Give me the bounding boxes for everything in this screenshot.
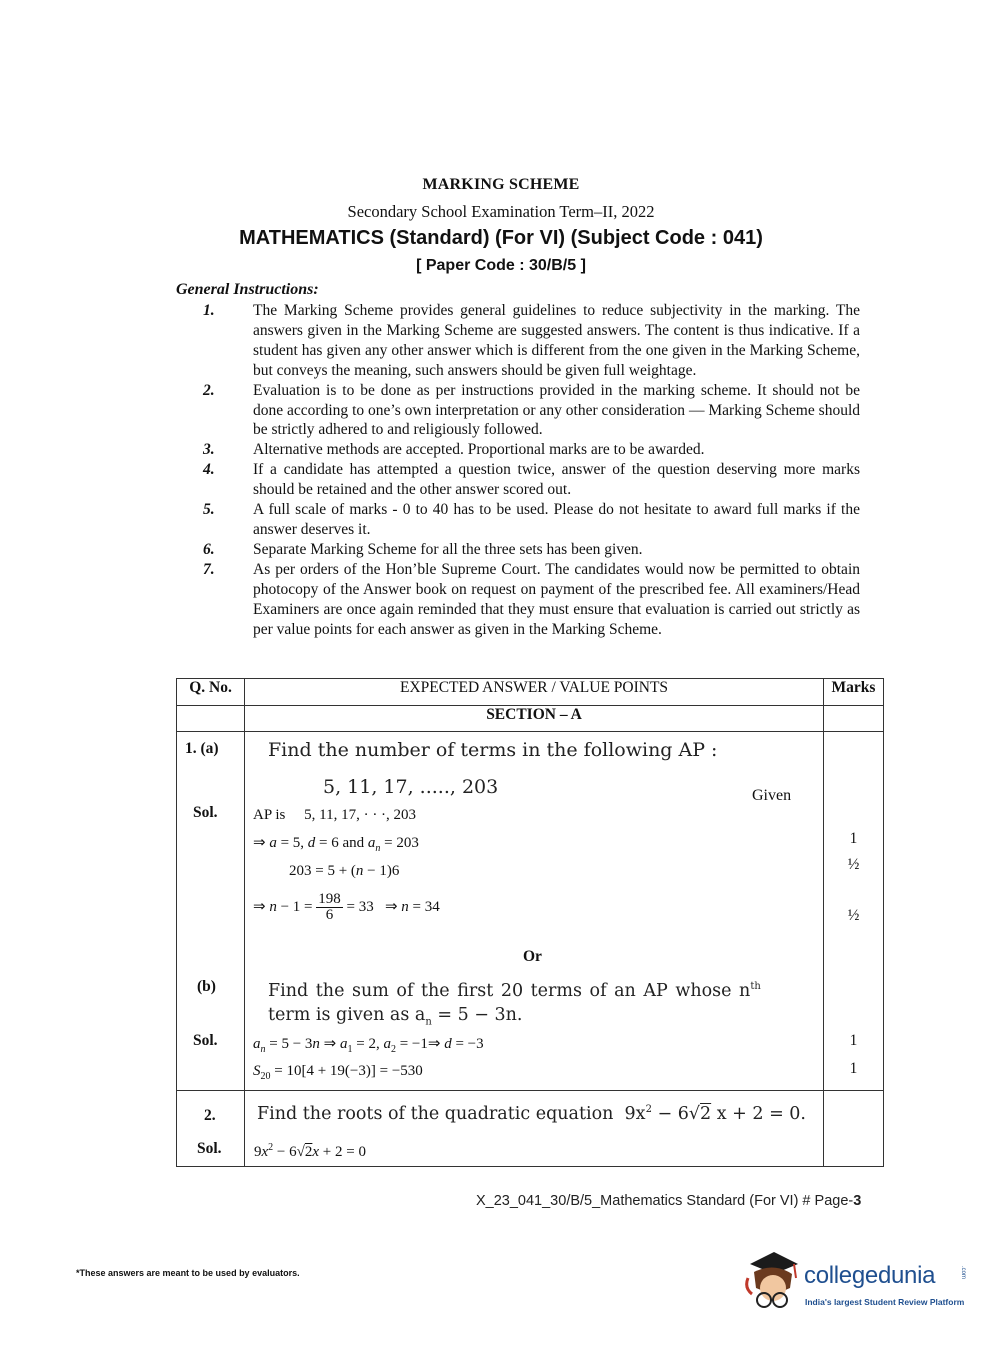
instruction-number: 4. — [203, 461, 215, 479]
q2-step1: $9x^2 - 6√2x + 2 = 0$ — [254, 1142, 366, 1160]
mark-q1a-3: ½ — [847, 907, 860, 924]
mascot-icon — [744, 1248, 802, 1310]
instruction-number: 2. — [203, 381, 215, 399]
evaluator-note: *These answers are meant to be used by evaluators. — [76, 1268, 300, 1278]
q1a-step2: 203 = 5 + (n − 1)6 — [289, 863, 400, 879]
q1b-label: (b) — [197, 978, 216, 995]
subject-title: MATHEMATICS (Standard) (For VI) (Subject Code : 041) — [239, 227, 763, 249]
qno-header: Q. No. — [177, 679, 245, 706]
instruction-item — [176, 460, 860, 500]
logo-wordmark: collegedunia — [804, 1262, 936, 1289]
answer-header: EXPECTED ANSWER / VALUE POINTS — [245, 679, 824, 706]
instruction-text: Evaluation is to be done as per instructions provided in the marking scheme. It should not be done according to one’s own interpretation or any other consideration — Marking Scheme should be strictly adhered to and religiously followed. — [253, 381, 860, 439]
instruction-item — [176, 301, 860, 381]
q1b-step1: $a_n = 5 - 3n$ ⇒ $a_1 = 2$, $a_2$ = −1⇒ d = −3 — [253, 1036, 484, 1055]
general-instructions-list — [176, 301, 860, 639]
instruction-item — [176, 540, 860, 560]
instruction-number: 1. — [203, 302, 215, 319]
q1a-step3: ⇒ n − 1 = $\frac{198}{6}$ = 33 ⇒ n = 34 — [253, 891, 440, 923]
instruction-number: 7. — [203, 560, 215, 578]
q1a-step1: ⇒ a = 5, d = 6 and $a_n = 203$ — [253, 835, 419, 854]
footer-page-code: X_23_041_30/B/5_Mathematics Standard (For VI) # Page-3 — [476, 1193, 862, 1209]
q1a-question: Find the number of terms in the following AP : — [268, 739, 718, 761]
q2-sol-label: Sol. — [197, 1140, 222, 1157]
marking-table — [176, 678, 884, 1167]
instruction-number: 5. — [203, 501, 215, 519]
logo-com: .com — [960, 1266, 966, 1280]
q1a-given: Given — [752, 787, 792, 804]
q1b-question-line1: Find the sum of the first 20 terms of an AP whose $n^{th}$ — [268, 981, 761, 1001]
instruction-number: 3. — [203, 441, 215, 459]
instruction-text: If a candidate has attempted a question twice, answer of the question deserving more marks should be retained and the other answer scored out. — [253, 461, 860, 499]
scheme-title: MARKING SCHEME — [422, 176, 580, 193]
logo-tagline: India's largest Student Review Platform — [805, 1297, 965, 1307]
instruction-text: A full scale of marks - 0 to 40 has to be used. Please do not hesitate to award full marks if the answer deserves it. — [253, 501, 860, 538]
exam-name: Secondary School Examination Term–II, 2022 — [347, 202, 655, 221]
q1a-ap-line: AP is 5, 11, 17, · · ·, 203 — [253, 807, 417, 823]
mark-q1b-2: 1 — [849, 1060, 858, 1077]
or-separator: Or — [523, 948, 542, 965]
q1a-sequence: 5, 11, 17, ....., 203 — [323, 776, 499, 798]
mark-q1a-2: ½ — [847, 856, 860, 873]
instruction-number: 6. — [203, 540, 215, 558]
q1b-question-line2: term is given as $a_n = 5 - 3n$. — [268, 1005, 523, 1028]
general-instructions-title: General Instructions: — [176, 281, 319, 298]
q1b-step2: $S_{20} = 10[4 + 19(-3)] = -530$ — [253, 1063, 423, 1082]
mark-q1b-1: 1 — [849, 1032, 858, 1049]
instruction-text: Alternative methods are accepted. Proportional marks are to be awarded. — [253, 441, 705, 459]
q1a-label: 1. (a) — [185, 740, 219, 757]
instruction-text: Separate Marking Scheme for all the three sets has been given. — [253, 540, 643, 558]
instruction-item — [176, 500, 860, 540]
instruction-text: The Marking Scheme provides general guidelines to reduce subjectivity in the marking. The answers given in the Marking Scheme are suggested answers. The content is thus indicative. If a student has given any other answer which is different from the one given in the Marking Scheme, but conveys the meaning, such answers should be given full weightage. — [253, 302, 860, 379]
instruction-text: As per orders of the Hon’ble Supreme Court. The candidates would now be permitted to obtain photocopy of the Answer book on request on payment of the prescribed fee. All examiners/Head Examiners are once again reminded that they must ensure that evaluation is carried out strictly as per value points for each answer as given in the Marking Scheme. — [253, 560, 860, 638]
instruction-item — [176, 440, 860, 460]
instruction-item — [176, 381, 860, 441]
q1b-sol-label: Sol. — [193, 1032, 218, 1049]
instruction-item — [176, 560, 860, 640]
marks-header: Marks — [824, 679, 884, 706]
q2-question: Find the roots of the quadratic equation $9x^2 - 6√2$ x + 2 = 0. — [257, 1104, 806, 1124]
q1a-sol-label: Sol. — [193, 804, 218, 821]
mark-q1a-1: 1 — [849, 830, 858, 847]
section-a-heading: SECTION – A — [245, 706, 824, 732]
paper-code: [ Paper Code : 30/B/5 ] — [416, 257, 586, 274]
q2-label: 2. — [204, 1107, 216, 1124]
